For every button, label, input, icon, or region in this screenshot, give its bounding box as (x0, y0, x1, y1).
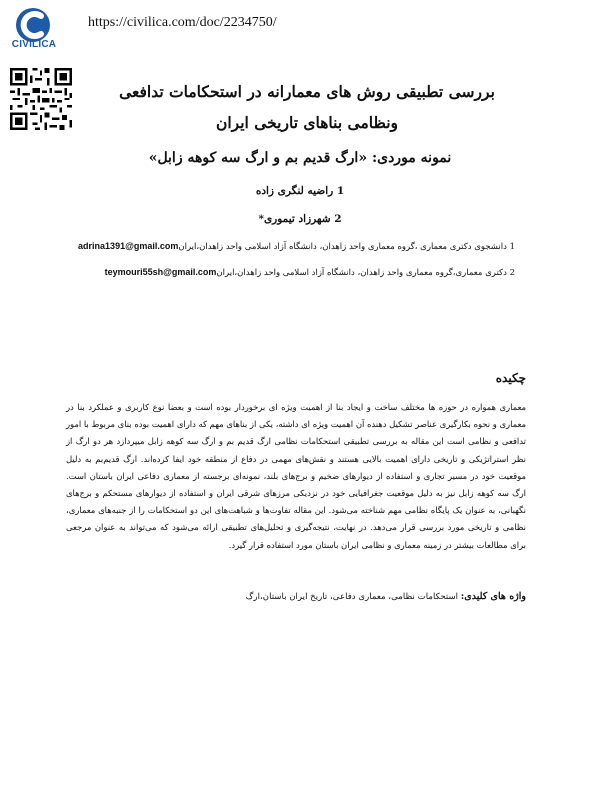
keywords (180, 590, 526, 604)
paper-title: بررسی تطبیقی روش های معمارانه در استحکامات تدافعی ونظامی بناهای تاریخی ایران (119, 82, 495, 132)
affiliation-2-text: 2 دکتری معماری،گروه معماری واحد زاهدان، دانشگاه آزاد اسلامی واحد زاهدان،ایران (216, 268, 515, 278)
keywords-label: واژه های کلیدی: (460, 591, 526, 602)
keywords-list: استحکامات نظامی، معماری دفاعی، تاریخ ایران باستان،ارگ (245, 592, 459, 602)
affiliation-1-email[interactable]: adrina1391@gmail.com (78, 241, 179, 251)
qr-code-icon (10, 68, 72, 130)
affiliation-1-text: 1 دانشجوی دکتری معماری ،گروه معماری واحد زاهدان، دانشگاه آزاد اسلامی واحد زاهدان،ایران (178, 242, 515, 252)
author-1: 1 راضیه لنگری زاده (255, 185, 345, 197)
paper-subtitle: نمونه موردی: «ارگ قدیم بم و ارگ سه کوهه زابل» (148, 150, 452, 166)
author-2: 2 شهرزاد تیموری* (258, 213, 342, 225)
document-url[interactable]: https://civilica.com/doc/2234750/ (88, 15, 277, 30)
affiliation-1 (60, 240, 515, 253)
abstract-body: معماری همواره در حوزه ها مختلف ساخت و ایجاد بنا از اهمیت ویژه ای برخوردار بوده است و بعضا نوع کاربری و عملکرد بنا در معماری و نحوه بکارگیری عناصر تشکیل دهنده آن اهمیت ویژه ای داشته، یکی از بناهای مهم که دارای اهمیت بوده بنای مربوط با امور تدافعی و نظامی است این مقاله به بررسی تطبیقی استحکامات نظامی ارگ قدیم بم و ارگ سه کوهه زابل میپردازد هر دو ارگ از نظر استراتژیکی و تاریخی دارای اهمیت بالایی هستند و نقش‌های مهمی در دفاع از منطقه خود ایفا کرده‌اند. ارگ قدیم‌بم به دلیل موقعیت خود در مسیر تجاری و استفاده از دیوارهای ضخیم و برج‌های بلند، نمونه‌ای برجسته از معماری دفاعی ایران باستان است. ارگ سه کوهه زابل نیز به دلیل موقعیت جغرافیایی خود در نزدیکی مرزهای شرقی ایران و استفاده از دیوارهای مستحکم و برج‌های نگهبانی، به عنوان یک پایگاه نظامی مهم شناخته می‌شود. این مقاله تفاوت‌ها و شباهت‌های این دو استحکامات را از جنبه‌های معماری، نظامی و تاریخی مورد بررسی قرار می‌دهد. در نهایت، نتیجه‌گیری و تحلیل‌های تطبیقی ارائه می‌شود که می‌تواند به عنوان مرجعی برای مطالعات بیشتر در زمینه معماری و نظامی ایران باستان مورد استفاده قرار گیرد. (66, 402, 526, 550)
abstract-heading: چکیده (495, 371, 526, 385)
logo-text: CIVILICA (11, 39, 57, 50)
affiliation-2 (60, 266, 515, 279)
affiliation-2-email[interactable]: teymouri55sh@gmail.com (104, 267, 217, 277)
